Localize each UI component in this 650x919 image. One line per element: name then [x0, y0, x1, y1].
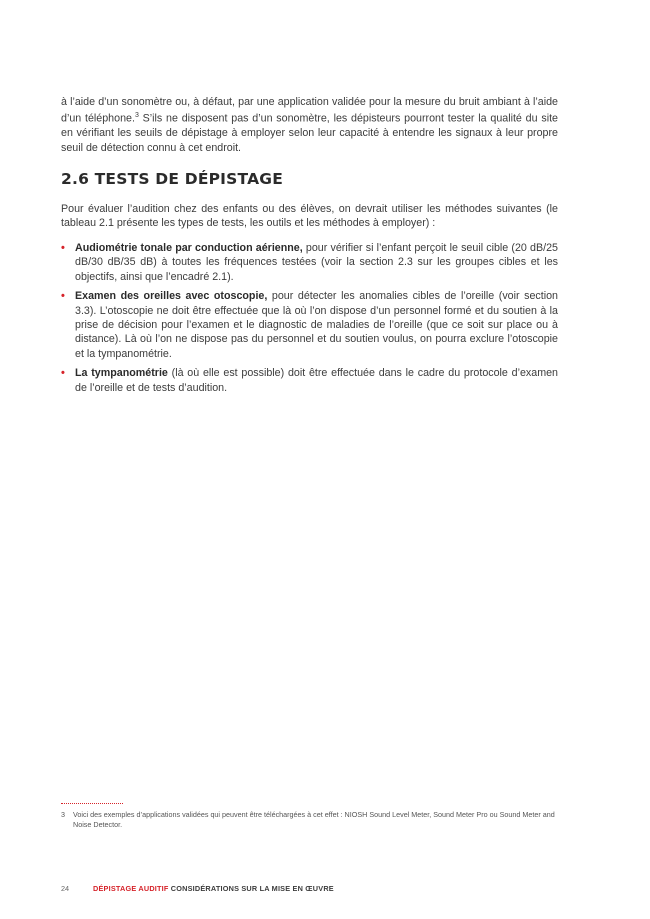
bullet-icon: •: [61, 367, 65, 380]
intro-text-before: à l’aide d’un sonomètre ou, à défaut, par une application validée pour la mesure du bruit ambiant à l’aide d’un téléphone.: [61, 96, 558, 125]
screening-methods-list: [61, 241, 558, 400]
section-heading: 2.6 TESTS DE DÉPISTAGE: [61, 170, 283, 188]
footnote-number: 3: [61, 810, 65, 819]
bullet-term: La tympanométrie: [75, 367, 168, 380]
footnote-reference[interactable]: 3: [134, 112, 139, 120]
footnote-divider: [61, 803, 123, 804]
list-item-otoscopy: [61, 289, 558, 361]
bullet-icon: •: [61, 242, 65, 254]
footnote: [61, 810, 558, 830]
page-number: 24: [61, 884, 70, 893]
intro-paragraph: [61, 95, 558, 155]
intro-text-after: S’ils ne disposent pas d’un sonomètre, les dépisteurs pourront tester la qualité du site en vérifiant les seuils de dépistage à employer selon leur capacité à entendre les signaux à leur propre seuil de détection connu à cet endroit.: [61, 112, 558, 154]
running-title-rest: CONSIDÉRATIONS SUR LA MISE EN ŒUVRE: [168, 884, 334, 893]
running-title: [93, 882, 334, 896]
bullet-text: pour vérifier si l’enfant perçoit le seuil cible (20 dB/25 dB/30 dB/35 dB) à toutes les fréquences testées (voir la section 2.3 sur les groupes cibles et les objectifs, ainsi que l’encadré 2.1).: [75, 242, 558, 283]
section-lead-paragraph: Pour évaluer l’audition chez des enfants ou des élèves, on devrait utiliser les méthodes suivantes (le tableau 2.1 présente les types de tests, les outils et les méthodes à employer) :: [61, 203, 558, 230]
running-title-highlight: DÉPISTAGE AUDITIF: [93, 884, 169, 893]
list-item-tympanometry: [61, 366, 558, 395]
page-footer: [61, 882, 561, 896]
bullet-term: Examen des oreilles avec otoscopie,: [75, 290, 268, 303]
bullet-text: pour détecter les anomalies cibles de l’oreille (voir section 3.3). L’otoscopie ne doit être effectuée que là où l’on dispose d’un personnel formé et du soutien à la prise de décision pour l’examen et le diagnostic de maladies de l’oreille (que ce soit sur place ou à distance). Là où l’on ne dispose pas du personnel et du soutien voulus, on pourra exclure l’otoscopie et la tympanométrie.: [75, 290, 558, 360]
list-item-audiometry: [61, 241, 558, 284]
bullet-term: Audiométrie tonale par conduction aérienne,: [75, 242, 303, 254]
bullet-text: (là où elle est possible) doit être effectuée dans le cadre du protocole d’examen de l’oreille et de tests d’audition.: [75, 367, 558, 394]
footnote-text: Voici des exemples d’applications validées qui peuvent être téléchargées à cet effet : NIOSH Sound Level Meter, Sound Meter Pro ou Sound Meter and Noise Detector.: [73, 810, 555, 829]
bullet-icon: •: [61, 290, 65, 303]
